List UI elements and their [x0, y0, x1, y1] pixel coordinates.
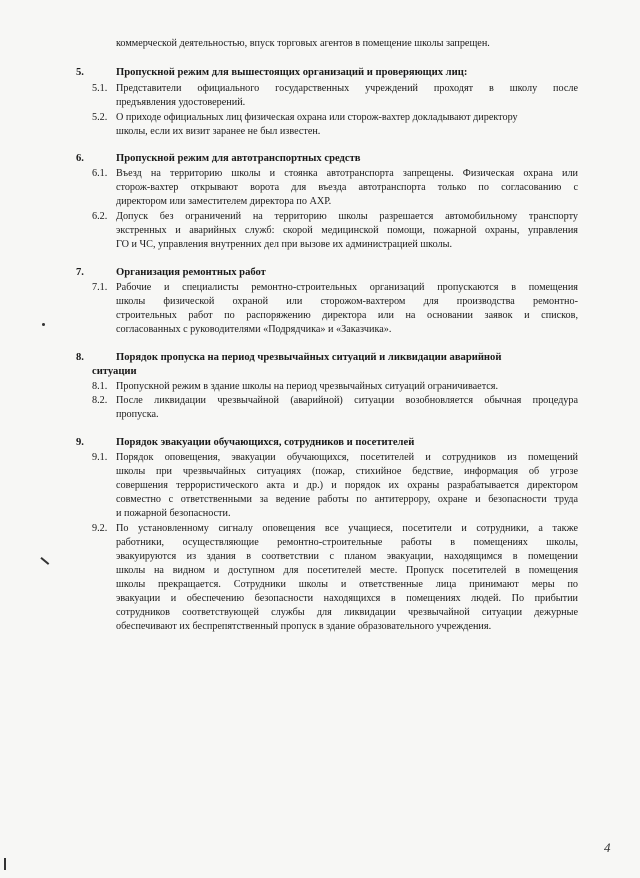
- item-8-1-number: 8.1.: [92, 381, 108, 392]
- item-9-2-line-5: школы прекращается. Сотрудники школы и ответственные лица принимают меры по: [116, 579, 578, 590]
- item-9-1-line-1: Порядок оповещения, эвакуации обучающихся, посетителей и сотрудников из помещений: [116, 452, 578, 463]
- item-7-1-line-4: согласованных с руководителями «Подрядчика» и «Заказчика».: [116, 324, 392, 335]
- item-8-1-line-1: Пропускной режим в здание школы на период чрезвычайных ситуаций ограничивается.: [116, 381, 499, 392]
- section-6-title: Пропускной режим для автотранспортных средств: [116, 153, 361, 164]
- item-9-1-line-3: совершения террористического акта и др.) и порядок их охраны разрабатывается директором: [116, 480, 578, 491]
- section-5-title: Пропускной режим для вышестоящих организаций и проверяющих лиц:: [116, 67, 468, 78]
- item-9-1-number: 9.1.: [92, 452, 108, 463]
- section-8-title-cont: ситуации: [92, 366, 137, 377]
- section-8-title: Порядок пропуска на период чрезвычайных ситуаций и ликвидации аварийной: [116, 352, 502, 363]
- item-8-2-line-1: После ликвидации чрезвычайной (аварийной) ситуации возобновляется обычная процедура: [116, 395, 578, 406]
- item-9-1-line-4: совместно с ответственными за ведение работы по антитеррору, охране и безопасности труда: [116, 494, 578, 505]
- item-6-2-number: 6.2.: [92, 211, 108, 222]
- item-6-2-line-2: экстренных и аварийных служб: скорой медицинской помощи, пожарной охраны, управления: [116, 225, 578, 236]
- item-5-1-line-1: Представители официального государственных учреждений проходят в школу после: [116, 83, 578, 94]
- section-6-number: 6.: [76, 153, 84, 164]
- section-5-number: 5.: [76, 67, 84, 78]
- scan-stroke: [41, 557, 50, 565]
- item-7-1-line-1: Рабочие и специалисты ремонтно-строительных организаций пропускаются в помещения: [116, 282, 578, 293]
- section-9-number: 9.: [76, 437, 84, 448]
- item-9-2-line-3: эвакуируются из здания в соответствии с планом эвакуации, находящимся в помещении: [116, 551, 578, 562]
- item-6-2-line-3: ГО и ЧС, управления внутренних дел при вызове их администрацией школы.: [116, 239, 453, 250]
- section-7-title: Организация ремонтных работ: [116, 267, 266, 278]
- item-7-1-line-3: строительных работ по распоряжению директора или на основании заявок и списков,: [116, 310, 578, 321]
- item-9-1-line-5: и пожарной безопасности.: [116, 508, 231, 519]
- item-9-2-line-2: работники, осуществляющие ремонтно-строительные работы в помещениях школы,: [116, 537, 578, 548]
- item-7-1-line-2: школы физической охраной или сторожом-вахтером для производства ремонтно-: [116, 296, 578, 307]
- item-5-1-line-2: предъявления удостоверений.: [116, 97, 246, 108]
- intro-tail-line: коммерческой деятельностью, впуск торговых агентов в помещение школы запрещен.: [116, 38, 490, 49]
- section-9-title: Порядок эвакуации обучающихся, сотрудников и посетителей: [116, 437, 415, 448]
- item-5-2-number: 5.2.: [92, 112, 108, 123]
- section-8-number: 8.: [76, 352, 84, 363]
- page-number: 4: [604, 840, 611, 855]
- scan-edge-mark: [4, 858, 6, 870]
- item-9-2-line-8: обеспечивают их беспрепятственный пропуск в здание образовательного учреждения.: [116, 621, 492, 632]
- item-9-2-line-4: школы на видном и доступном для посетителей месте. Пропуск посетителей в помещения: [116, 565, 578, 576]
- item-9-2-number: 9.2.: [92, 523, 108, 534]
- item-9-2-line-6: эвакуации и обеспечению безопасности находящихся в помещениях людей. По прибытии: [116, 593, 578, 604]
- item-5-1-number: 5.1.: [92, 83, 108, 94]
- item-7-1-number: 7.1.: [92, 282, 108, 293]
- item-6-1-line-3: директором или заместителем директора по АХР.: [116, 196, 332, 207]
- item-6-2-line-1: Допуск без ограничений на территорию школы разрешается автомобильному транспорту: [116, 211, 578, 222]
- item-5-2-line-1: О приходе официальных лиц физическая охрана или сторож-вахтер докладывают директору: [116, 112, 518, 123]
- item-6-1-number: 6.1.: [92, 168, 108, 179]
- item-8-2-number: 8.2.: [92, 395, 108, 406]
- item-9-1-line-2: школы при чрезвычайных ситуациях (пожар, стихийное бедствие, информация об угрозе: [116, 466, 578, 477]
- scan-speck: [42, 323, 45, 326]
- section-7-number: 7.: [76, 267, 84, 278]
- item-9-2-line-7: сотрудников соответствующей службы для ликвидации чрезвычайной ситуации дежурные: [116, 607, 578, 618]
- item-8-2-line-2: пропуска.: [116, 409, 159, 420]
- item-5-2-line-2: школы, если их визит заранее не был известен.: [116, 126, 321, 137]
- item-9-2-line-1: По установленному сигналу оповещения все учащиеся, посетители и сотрудники, а также: [116, 523, 578, 534]
- item-6-1-line-2: сторож-вахтер открывают ворота для въезда автотранспорта только по согласованию с: [116, 182, 578, 193]
- item-6-1-line-1: Въезд на территорию школы и стоянка автотранспорта запрещены. Физическая охрана или: [116, 168, 578, 179]
